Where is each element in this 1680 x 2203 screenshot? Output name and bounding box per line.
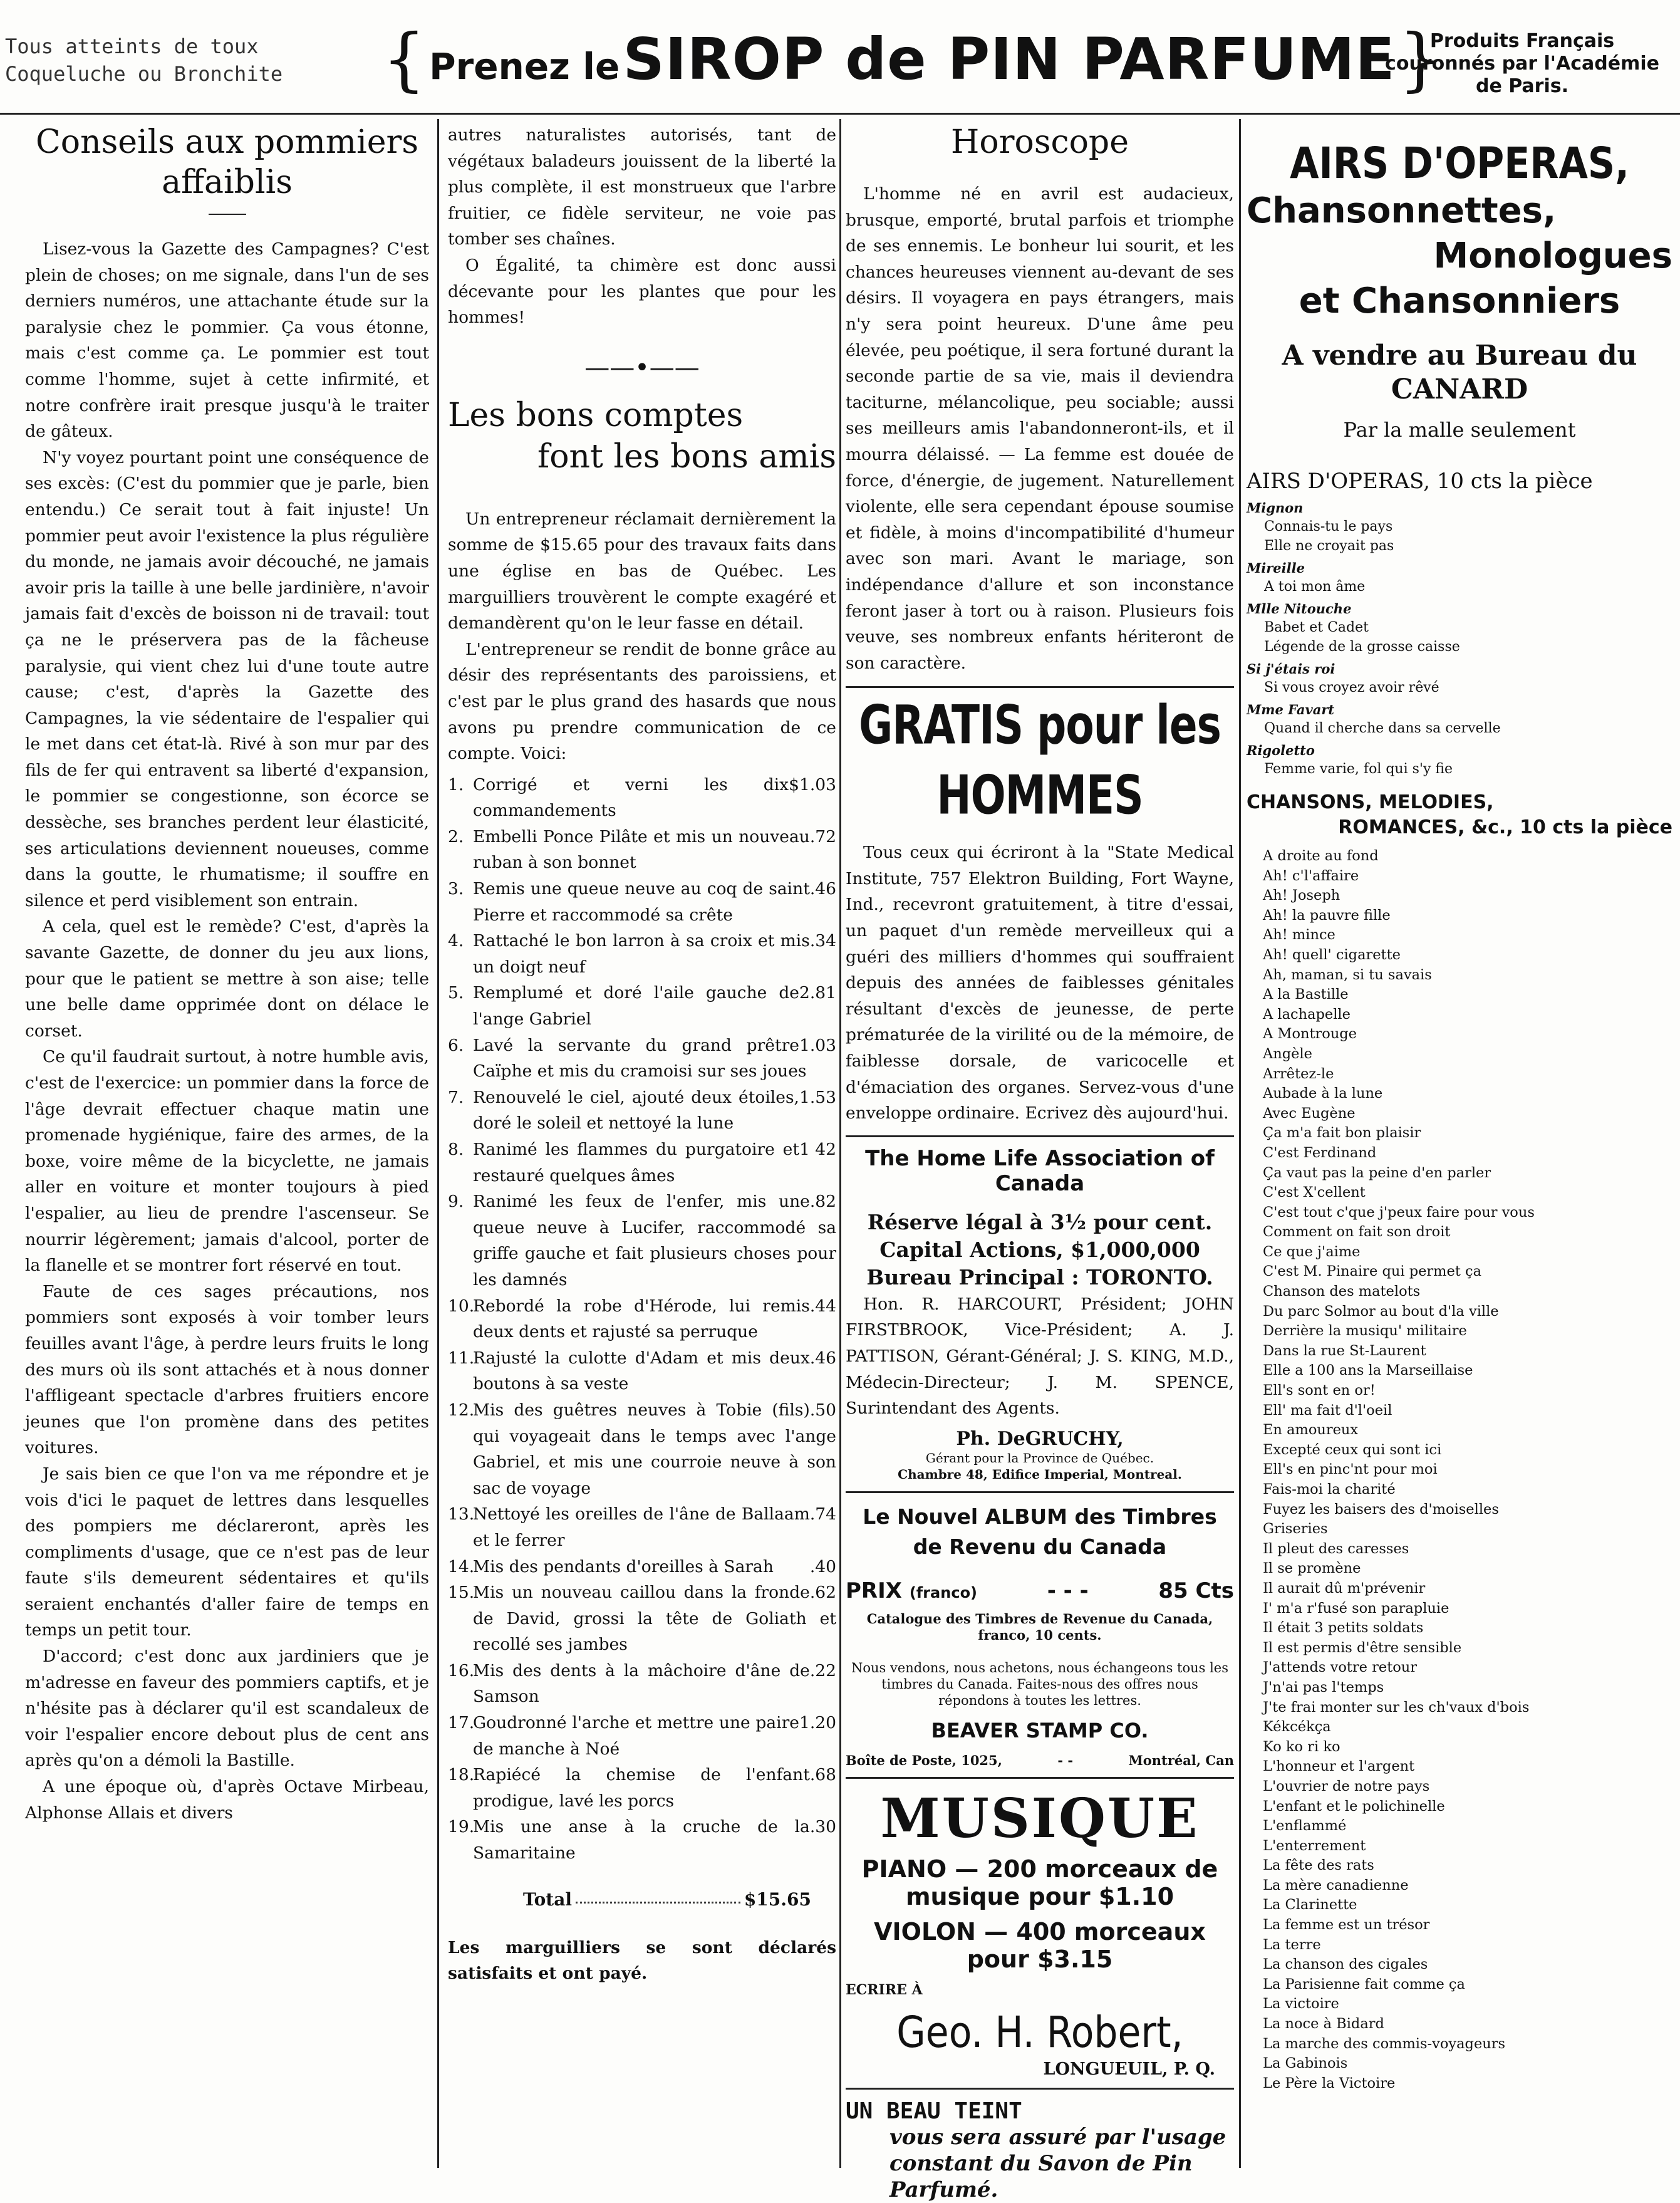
paragraph: autres naturalistes autorisés, tant de végétaux baladeurs jouissent de la liberté la plus complète, il est monstrueux que l'arbre fruitier, ce fidèle serviteur, ne voie pas tomber ses chaînes. <box>448 125 836 249</box>
paragraph: O Égalité, ta chimère est donc aussi décevante pour les plantes que pour les hommes! <box>448 255 836 328</box>
paragraph: D'accord; c'est donc aux jardiniers que je m'adresse en faveur des pommiers captifs, et je n'hésite pas à déclarer qu'il est scandaleux de voir l'espalier encore debout plus de cent ans après qu'on a démoli la Bastille. <box>25 1647 429 1771</box>
opera-air: Quand il cherche dans sa cervelle <box>1264 721 1501 736</box>
invoice-item-number: 16. <box>448 1660 475 1680</box>
ad-rule <box>846 1135 1234 1137</box>
invoice-item-number: 14. <box>448 1556 475 1576</box>
invoice-item <box>448 980 836 1032</box>
opera-air: A toi mon âme <box>1264 579 1366 595</box>
song-title: La marche des commis-voyageurs <box>1263 2035 1506 2052</box>
opera-entry <box>1247 660 1672 697</box>
chansonniers-line: et Chansonniers <box>1299 281 1620 321</box>
masthead-center: { Prenez le SIROP de PIN PARFUME } <box>382 19 1443 99</box>
opera-name: Mignon <box>1247 500 1304 516</box>
invoice-item-text: Mis un nouveau caillou dans la fronde de David, grossi la tête de Goliath et recollé ses jambes <box>473 1583 836 1655</box>
invoice-item-price: 2.81 <box>799 983 836 1003</box>
invoice-item-price: .46 <box>809 1348 836 1368</box>
invoice-item-text: Embelli Ponce Pilâte et mis un nouveau ruban à son bonnet <box>473 826 810 873</box>
invoice-item-number: 9. <box>448 1192 464 1212</box>
article-title-comptes-line1: Les bons comptes <box>448 396 744 434</box>
opera-air: Légende de la grosse caisse <box>1264 639 1460 655</box>
column-3 <box>846 122 1234 2202</box>
song-title: A lachapelle <box>1263 1006 1351 1023</box>
song-title: I' m'a r'fusé son parapluie <box>1263 1600 1449 1617</box>
song-title: Il était 3 petits soldats <box>1263 1620 1424 1637</box>
opera-air: Si vous croyez avoir rêvé <box>1264 680 1439 695</box>
homelife-signature-address: Chambre 48, Edifice Imperial, Montreal. <box>898 1466 1182 1482</box>
song-title: A droite au fond <box>1263 848 1379 864</box>
horoscope-text: L'homme né en avril est audacieux, brusque, emporté, brutal parfois et triomphe de ses ennemis. Le bonheur lui sourit, et les chances heureuses viennent au-devant de ses désirs. Il voyagera en pays étrangers, mais n'y sera point heureux. D'une âme peu élevée, peu poétique, il sera fortuné durant la seconde partie de sa vie, mais il deviendra taciturne, mélancolique, peu sociable; aussi ses meilleurs amis l'abandonneront-ils, et il mourra délaissé. — La femme est douée de force, d'énergie, de jugement. Naturellement violente, elle sera cependant épouse soumise et fidèle, à moins d'incompatibilité d'humeur avec son mari. Avant le mariage, son indépendance d'allure et son inconstance feront jaser à tort ou à raison. Plusieurs fois veuve, ses nombreux enfants hériteront de son caractère. <box>846 184 1234 673</box>
opera-name: Mlle Nitouche <box>1247 601 1352 617</box>
invoice-item-number: 10. <box>448 1296 475 1316</box>
column-divider <box>1239 119 1241 2168</box>
song-title: L'enflammé <box>1263 1818 1347 1835</box>
opera-entry <box>1247 600 1672 657</box>
song-title: Il aurait dû m'prévenir <box>1263 1580 1426 1596</box>
invoice-item <box>448 876 836 928</box>
homelife-capital: Capital Actions, $1,000,000 <box>879 1237 1200 1262</box>
column-1 <box>25 122 429 2165</box>
invoice-item <box>448 1345 836 1397</box>
price-label: PRIX <box>846 1578 902 1603</box>
song-title: Fais-moi la charité <box>1263 1481 1396 1497</box>
longueuil-address: LONGUEUIL, P. Q. <box>1043 2059 1215 2079</box>
paragraph: Je sais bien ce que l'on va me répondre et je vois d'ici le paquet de lettres dans lesquelles des pompiers me déclareront, après les compliments d'usage, que ce n'est pas de leur faute s'ils demeurent sédentaires et qu'ils seraient enchantés d'aller faire de temps en temps un petit tour. <box>25 1464 429 1640</box>
song-title: L'ouvrier de notre pays <box>1263 1778 1430 1794</box>
invoice-item-text: Ranimé les feux de l'enfer, mis une queue neuve à Lucifer, raccommodé sa griffe gauche et fait plusieurs choses pour les damnés <box>473 1192 836 1289</box>
invoice-item <box>448 1189 836 1293</box>
invoice-item-price: 1.03 <box>799 1035 836 1055</box>
song-title: Avec Eugène <box>1263 1105 1356 1122</box>
song-title: C'est M. Pinaire qui permet ça <box>1263 1263 1482 1280</box>
song-title: A Montrouge <box>1263 1026 1357 1043</box>
song-title: C'est X'cellent <box>1263 1184 1366 1201</box>
song-title: Arrêtez-le <box>1263 1065 1334 1082</box>
teint-title: UN BEAU TEINT <box>846 2098 1022 2124</box>
song-title: Derrière la musiqu' militaire <box>1263 1323 1467 1340</box>
song-title: Le Père la Victoire <box>1263 2075 1396 2091</box>
invoice-item-text: Mis des guêtres neuves à Tobie (fils) qui voyageait dans le temps avec l'ange Gabriel, et mis une courroie neuve à son sac de voyage <box>473 1400 836 1498</box>
gratis-body: Tous ceux qui écriront à la "State Medical Institute, 757 Elektron Building, Fort Wayne, Ind., recevront gratuitement, à titre d'essai, un paquet d'un remède merveilleux qui a guéri des milliers d'hommes qui souffraient depuis des années de faiblesses génitales résultant d'excès de jeunesse, de perte prématurée de la virilité ou de la mémoire, de faiblesse dorsale, de varicocelle et d'émaciation des organes. Servez-vous d'une enveloppe ordinaire. Ecrivez dès aujourd'hui. <box>846 843 1234 1123</box>
invoice-item-number: 2. <box>448 826 464 846</box>
invoice-item-price: .34 <box>809 931 836 951</box>
song-title: Il se promène <box>1263 1560 1361 1577</box>
song-title: La fête des rats <box>1263 1857 1374 1874</box>
invoice-total <box>523 1889 811 1910</box>
invoice-item-price: .74 <box>809 1504 836 1524</box>
paragraph: N'y voyez pourtant point une conséquence de ses excès: (C'est du pommier que je parle, bien entendu.) Ce serait tout à fait injuste! Un pommier peut avoir l'existence la plus régulière du monde, ne jamais avoir découché, ne jamais avoir pris la taille à une belle jardinière, n'avoir jamais fait d'excès de boisson ni de travail: tout ça ne le préservera pas de la fâcheuse paralysie, qui vient chez lui d'une toute autre cause; c'est, d'après la Gazette des Campagnes, la vie sédentaire de l'espalier qui le met dans cet état-là. Rivé à son mur par des fils de fer qui entravent sa liberté d'expansion, le pommier se congestionne, son écorce se dessèche, ses branches perdent leur élasticité, ses articulations deviennent noueuses, comme dans la goutte, le rhumatisme; il souffre en silence et perd visiblement son entrain. <box>25 447 429 910</box>
song-title: Dans la rue St-Laurent <box>1263 1342 1426 1359</box>
paragraph: Un entrepreneur réclamait dernièrement la somme de $15.65 pour des travaux faits dans une église en bas de Québec. Les marguilliers trouvèrent le compte exagéré et demandèrent qu'on le leur fasse en détail. <box>448 509 836 633</box>
chansonnettes-line: Chansonnettes, <box>1247 190 1557 231</box>
homelife-officers: Hon. R. HARCOURT, Président; JOHN FIRSTBROOK, Vice-Président; A. J. PATTISON, Gérant-Général; J. S. KING, M.D., Médecin-Directeur; J. M. SPENCE, Surintendant des Agents. <box>846 1294 1234 1419</box>
article-closing: Les marguilliers se sont déclarés satisfaits et ont payé. <box>448 1937 836 1984</box>
catalogue-note: Catalogue des Timbres de Revenue du Canada, franco, 10 cents. <box>866 1610 1213 1643</box>
invoice-item-text: Ranimé les flammes du purgatoire et restauré quelques âmes <box>473 1140 799 1185</box>
song-title: Ah! quell' cigarette <box>1263 946 1401 963</box>
airs-headline: AIRS D'OPERAS, <box>1290 138 1629 189</box>
price-dashes: - - - <box>1047 1578 1089 1603</box>
song-title: La chanson des cigales <box>1263 1956 1428 1973</box>
invoice-item <box>448 1710 836 1762</box>
song-title: Comment on fait son droit <box>1263 1224 1451 1241</box>
paragraph: Lisez-vous la Gazette des Campagnes? C'est plein de choses; on me signale, dans l'un de ses derniers numéros, une attachante étude sur la paralysie chez le pommier. Ça vous étonne, mais c'est comme ça. Le pommier est tout comme l'homme, sujet à cette infirmité, et notre confrère irait presque jusqu'à le traiter de gâteux. <box>25 239 429 442</box>
invoice-item-number: 7. <box>448 1087 464 1107</box>
invoice-item-number: 11. <box>448 1348 475 1368</box>
song-title: Elle a 100 ans la Marseillaise <box>1263 1362 1473 1379</box>
vendre-line: A vendre au Bureau du CANARD <box>1282 340 1637 405</box>
chansons-head-line1: CHANSONS, MELODIES, <box>1247 791 1494 813</box>
invoice-item-price: 1 42 <box>799 1140 836 1159</box>
invoice-item-text: Rajusté la culotte d'Adam et mis deux boutons à sa veste <box>473 1348 810 1394</box>
invoice-item-price: .22 <box>809 1660 836 1680</box>
invoice-item-text: Rebordé la robe d'Hérode, lui remis deux dents et rajusté sa perruque <box>473 1296 810 1342</box>
paragraph: A cela, quel est le remède? C'est, d'après la savante Gazette, de donner du jeu aux lions, pour que le patient se mettre à son aise; telle une belle dame opprimée dont on délace le corset. <box>25 917 429 1041</box>
beaver-stamp-name: BEAVER STAMP CO. <box>931 1718 1149 1742</box>
opera-entry <box>1247 499 1672 556</box>
invoice-item-number: 15. <box>448 1583 475 1603</box>
malle-line: Par la malle seulement <box>1343 418 1576 442</box>
ad-rule <box>846 1777 1234 1779</box>
invoice-item-price: $1.03 <box>789 774 836 794</box>
invoice-item-text: Lavé la servante du grand prêtre Caïphe et mis du cramoisi sur ses joues <box>473 1035 807 1081</box>
paragraph: Ce qu'il faudrait surtout, à notre humble avis, c'est de l'exercice: un pommier dans la force de l'âge devrait effectuer chaque matin une promenade hygiénique, faire des armes, de la boxe, voire même de la bicyclette, ne jamais aller en voiture et monter toujours à pied l'espalier, au lieu de prendre l'ascenseur. Se nourrir légèrement; jamais d'alcool, porter de la flanelle et se montrer fort réservé en tout. <box>25 1047 429 1276</box>
invoice-item-text: Mis des dents à la mâchoire d'âne de Samson <box>473 1660 810 1707</box>
violon-offer: VIOLON — 400 morceaux pour $3.15 <box>874 1917 1206 1973</box>
song-title: Ell's sont en or! <box>1263 1382 1376 1399</box>
invoice-list <box>448 772 836 1867</box>
invoice-item <box>448 1580 836 1658</box>
ad-rule <box>846 686 1234 688</box>
song-title: La mère canadienne <box>1263 1877 1409 1893</box>
homelife-title: The Home Life Association of Canada <box>865 1145 1215 1196</box>
title-rule <box>209 214 246 215</box>
price-franco: (franco) <box>909 1583 978 1601</box>
song-title: Aubade à la lune <box>1263 1085 1383 1102</box>
homelife-signature-role: Gérant pour la Province de Québec. <box>925 1450 1154 1466</box>
invoice-item-number: 6. <box>448 1035 464 1055</box>
song-title: Griseries <box>1263 1521 1328 1538</box>
masthead-left <box>5 33 381 88</box>
article-continuation <box>448 122 836 331</box>
song-title: Ah! la pauvre fille <box>1263 907 1391 924</box>
song-title: A la Bastille <box>1263 986 1349 1003</box>
invoice-item-price: .30 <box>809 1817 836 1837</box>
song-title: Ah! Joseph <box>1263 887 1340 904</box>
song-title: L'enfant et le polichinelle <box>1263 1798 1445 1815</box>
opera-name: Si j'étais roi <box>1247 661 1335 677</box>
invoice-item-price: .82 <box>809 1192 836 1212</box>
invoice-item <box>448 1814 836 1866</box>
invoice-item-number: 17. <box>448 1713 475 1733</box>
invoice-item-price: .50 <box>809 1400 836 1420</box>
teint-body: vous sera assuré par l'usage constant du Savon de Pin Parfumé. <box>889 2124 1226 2202</box>
song-title: C'est Ferdinand <box>1263 1144 1377 1161</box>
airs-section-head: AIRS D'OPERAS, 10 cts la pièce <box>1247 469 1593 494</box>
invoice-item <box>448 1762 836 1814</box>
invoice-item-price: .72 <box>809 826 836 846</box>
song-title: La Gabinois <box>1263 2055 1348 2072</box>
invoice-item <box>448 1137 836 1189</box>
masthead-right: Produits Français couronnés par l'Académie de Paris. <box>1385 30 1659 97</box>
song-title: La terre <box>1263 1936 1321 1953</box>
song-title: Ah! c'l'affaire <box>1263 867 1359 884</box>
invoice-item <box>448 772 836 824</box>
song-title: Excepté ceux qui sont ici <box>1263 1441 1442 1458</box>
album-title: Le Nouvel ALBUM des Timbres de Revenu du Canada <box>863 1504 1217 1559</box>
song-title: Ça m'a fait bon plaisir <box>1263 1125 1421 1142</box>
piano-offer: PIANO — 200 morceaux de musique pour $1.10 <box>861 1855 1218 1910</box>
article-title-comptes-line2: font les bons amis <box>537 437 836 476</box>
invoice-item-number: 18. <box>448 1765 475 1785</box>
invoice-item-price: .68 <box>809 1765 836 1785</box>
paragraph: A une époque où, d'après Octave Mirbeau, Alphonse Allais et divers <box>25 1777 429 1823</box>
ecrire-label: ECRIRE À <box>846 1981 923 1998</box>
invoice-item-text: Remplumé et doré l'aile gauche de l'ange Gabriel <box>473 983 799 1029</box>
musique-headline: MUSIQUE <box>880 1786 1200 1850</box>
invoice-total-value: $15.65 <box>744 1888 811 1910</box>
opera-name: Mireille <box>1247 560 1305 576</box>
invoice-item <box>448 1033 836 1085</box>
ad-rule <box>846 1491 1234 1493</box>
invoice-item-text: Rapiécé la chemise de l'enfant prodigue, lavé les porcs <box>473 1765 810 1811</box>
masthead-left-line2: Coqueluche ou Bronchite <box>5 62 283 86</box>
gratis-headline: GRATIS pour les HOMMES <box>859 694 1221 827</box>
invoice-item <box>448 1085 836 1137</box>
album-price <box>846 1578 1234 1603</box>
ad-rule <box>846 2088 1234 2090</box>
song-title: Ah! mince <box>1263 927 1335 944</box>
song-title: Du parc Solmor au bout d'la ville <box>1263 1303 1499 1320</box>
masthead-prenez: Prenez le <box>429 45 620 88</box>
invoice-item <box>448 1293 836 1345</box>
invoice-item <box>448 1501 836 1553</box>
opera-entry <box>1247 560 1672 596</box>
invoice-item-number: 5. <box>448 983 464 1003</box>
opera-list <box>1247 499 1672 779</box>
song-title: J'n'ai pas l'temps <box>1263 1679 1384 1695</box>
invoice-item-text: Mis des pendants d'oreilles à Sarah <box>473 1556 774 1576</box>
invoice-item-number: 8. <box>448 1140 464 1159</box>
invoice-item-text: Renouvelé le ciel, ajouté deux étoiles, doré le soleil et nettoyé la lune <box>473 1087 799 1133</box>
song-title: La noce à Bidard <box>1263 2016 1384 2033</box>
opera-air: Elle ne croyait pas <box>1264 538 1394 554</box>
article-title-pommiers: Conseils aux pommiers affaiblis <box>35 123 419 201</box>
beaver-dashes: - - <box>1057 1752 1074 1768</box>
invoice-item-text: Remis une queue neuve au coq de saint Pierre et raccommodé sa crête <box>473 879 810 925</box>
invoice-item-number: 19. <box>448 1817 475 1837</box>
song-title: Ça vaut pas la peine d'en parler <box>1263 1164 1491 1181</box>
column-4 <box>1247 122 1672 2165</box>
invoice-item-text: Goudronné l'arche et mettre une paire de manche à Noé <box>473 1713 799 1759</box>
invoice-item-price: 1.20 <box>799 1713 836 1733</box>
invoice-item-number: 1. <box>448 774 464 794</box>
masthead <box>0 19 1680 113</box>
song-title: La Parisienne fait comme ça <box>1263 1976 1465 1992</box>
invoice-item-price: .44 <box>809 1296 836 1316</box>
invoice-item <box>448 928 836 980</box>
opera-air: Babet et Cadet <box>1264 620 1369 635</box>
column-divider <box>437 119 439 2168</box>
header-rule <box>0 113 1680 115</box>
beaver-box: Boîte de Poste, 1025, <box>846 1752 1002 1768</box>
song-title: Kékcékça <box>1263 1719 1331 1736</box>
song-title: L'enterrement <box>1263 1837 1366 1854</box>
song-title: Fuyez les baisers des d'moiselles <box>1263 1501 1499 1518</box>
article-body-pommiers <box>25 236 429 1826</box>
paragraph: L'entrepreneur se rendit de bonne grâce au désir des représentants des paroissiens, et c'est par le plus grand des hasards que nous avons pu prendre communication de ce compte. Voici: <box>448 639 836 764</box>
song-list <box>1247 846 1672 2093</box>
stamp-exchange-note: Nous vendons, nous achetons, nous échangeons tous les timbres du Canada. Faites-nous des offres nous répondons à toutes les lettres. <box>851 1660 1229 1708</box>
song-title: Ell' ma fait d'l'oeil <box>1263 1402 1392 1419</box>
song-title: La femme est un trésor <box>1263 1917 1430 1934</box>
ornament-divider: ——•—— <box>584 353 700 382</box>
column-divider <box>839 119 841 2168</box>
monologues-line: Monologues <box>1433 236 1672 276</box>
song-title: La victoire <box>1263 1996 1339 2013</box>
invoice-item-text: Rattaché le bon larron à sa croix et mis un doigt neuf <box>473 931 810 977</box>
invoice-total-label: Total <box>523 1888 573 1910</box>
song-title: L'honneur et l'argent <box>1263 1758 1415 1775</box>
invoice-item-number: 3. <box>448 879 464 899</box>
beaver-city: Montréal, Can <box>1128 1752 1234 1768</box>
song-title: J'te frai monter sur les ch'vaux d'bois <box>1263 1699 1530 1716</box>
beaver-address <box>846 1753 1234 1768</box>
invoice-item-text: Mis une anse à la cruche de la Samaritaine <box>473 1817 810 1863</box>
invoice-item-number: 12. <box>448 1400 475 1420</box>
song-title: Ko ko ri ko <box>1263 1738 1340 1755</box>
invoice-item-number: 13. <box>448 1504 475 1524</box>
horoscope-title: Horoscope <box>951 123 1129 161</box>
invoice-item-price: .46 <box>809 879 836 899</box>
homelife-signature: Ph. DeGRUCHY, <box>956 1427 1124 1450</box>
invoice-item-price: .62 <box>809 1583 836 1603</box>
opera-air: Connais-tu le pays <box>1264 519 1393 534</box>
article-body-comptes <box>448 506 836 767</box>
paragraph: Faute de ces sages précautions, nos pommiers sont exposés à voir tomber leurs feuilles avant l'âge, à perdre leurs fruits le long des murs où ils sont attachés et à nous donner l'affligeant spectacle d'arbres fruitiers encore jeunes que l'on promène dans des petites voitures. <box>25 1281 429 1458</box>
invoice-item-text: Corrigé et verni les dix commandements <box>473 774 789 821</box>
opera-entry <box>1247 701 1672 738</box>
opera-entry <box>1247 742 1672 779</box>
song-title: C'est tout c'que j'peux faire pour vous <box>1263 1204 1535 1221</box>
song-title: Angèle <box>1263 1045 1312 1062</box>
song-title: Chanson des matelots <box>1263 1283 1421 1300</box>
invoice-item <box>448 824 836 876</box>
invoice-item-price: 1.53 <box>799 1087 836 1107</box>
song-title: La Clarinette <box>1263 1897 1357 1914</box>
song-title: Il pleut des caresses <box>1263 1540 1409 1557</box>
masthead-left-line1: Tous atteints de toux <box>5 34 259 58</box>
invoice-item-number: 4. <box>448 931 464 951</box>
homelife-body <box>846 1209 1234 1291</box>
homelife-reserve: Réserve légal à 3½ pour cent. <box>867 1209 1213 1234</box>
invoice-item-price: .40 <box>809 1556 836 1576</box>
opera-name: Rigoletto <box>1247 742 1315 758</box>
song-title: Ah, maman, si tu savais <box>1263 966 1432 983</box>
invoice-item <box>448 1554 836 1580</box>
opera-air: Femme varie, fol qui s'y fie <box>1264 761 1453 777</box>
song-title: Ell's en pinc'nt pour moi <box>1263 1461 1438 1478</box>
invoice-item-text: Nettoyé les oreilles de l'âne de Ballaam et le ferrer <box>473 1504 810 1550</box>
masthead-title: SIROP de PIN PARFUME <box>623 26 1396 93</box>
price-value: 85 Cts <box>1158 1578 1234 1603</box>
homelife-bureau: Bureau Principal : TORONTO. <box>866 1264 1213 1289</box>
chansons-head-line2: ROMANCES, &c., 10 cts la pièce <box>1338 816 1672 838</box>
column-2 <box>448 122 836 2165</box>
song-title: En amoureux <box>1263 1422 1359 1439</box>
opera-name: Mme Favart <box>1247 702 1335 717</box>
invoice-item <box>448 1658 836 1710</box>
song-title: Ce que j'aime <box>1263 1243 1361 1260</box>
song-title: Il est permis d'être sensible <box>1263 1639 1462 1656</box>
invoice-item <box>448 1397 836 1501</box>
geo-robert: Geo. H. Robert, <box>896 2007 1183 2058</box>
song-title: J'attends votre retour <box>1263 1659 1418 1676</box>
